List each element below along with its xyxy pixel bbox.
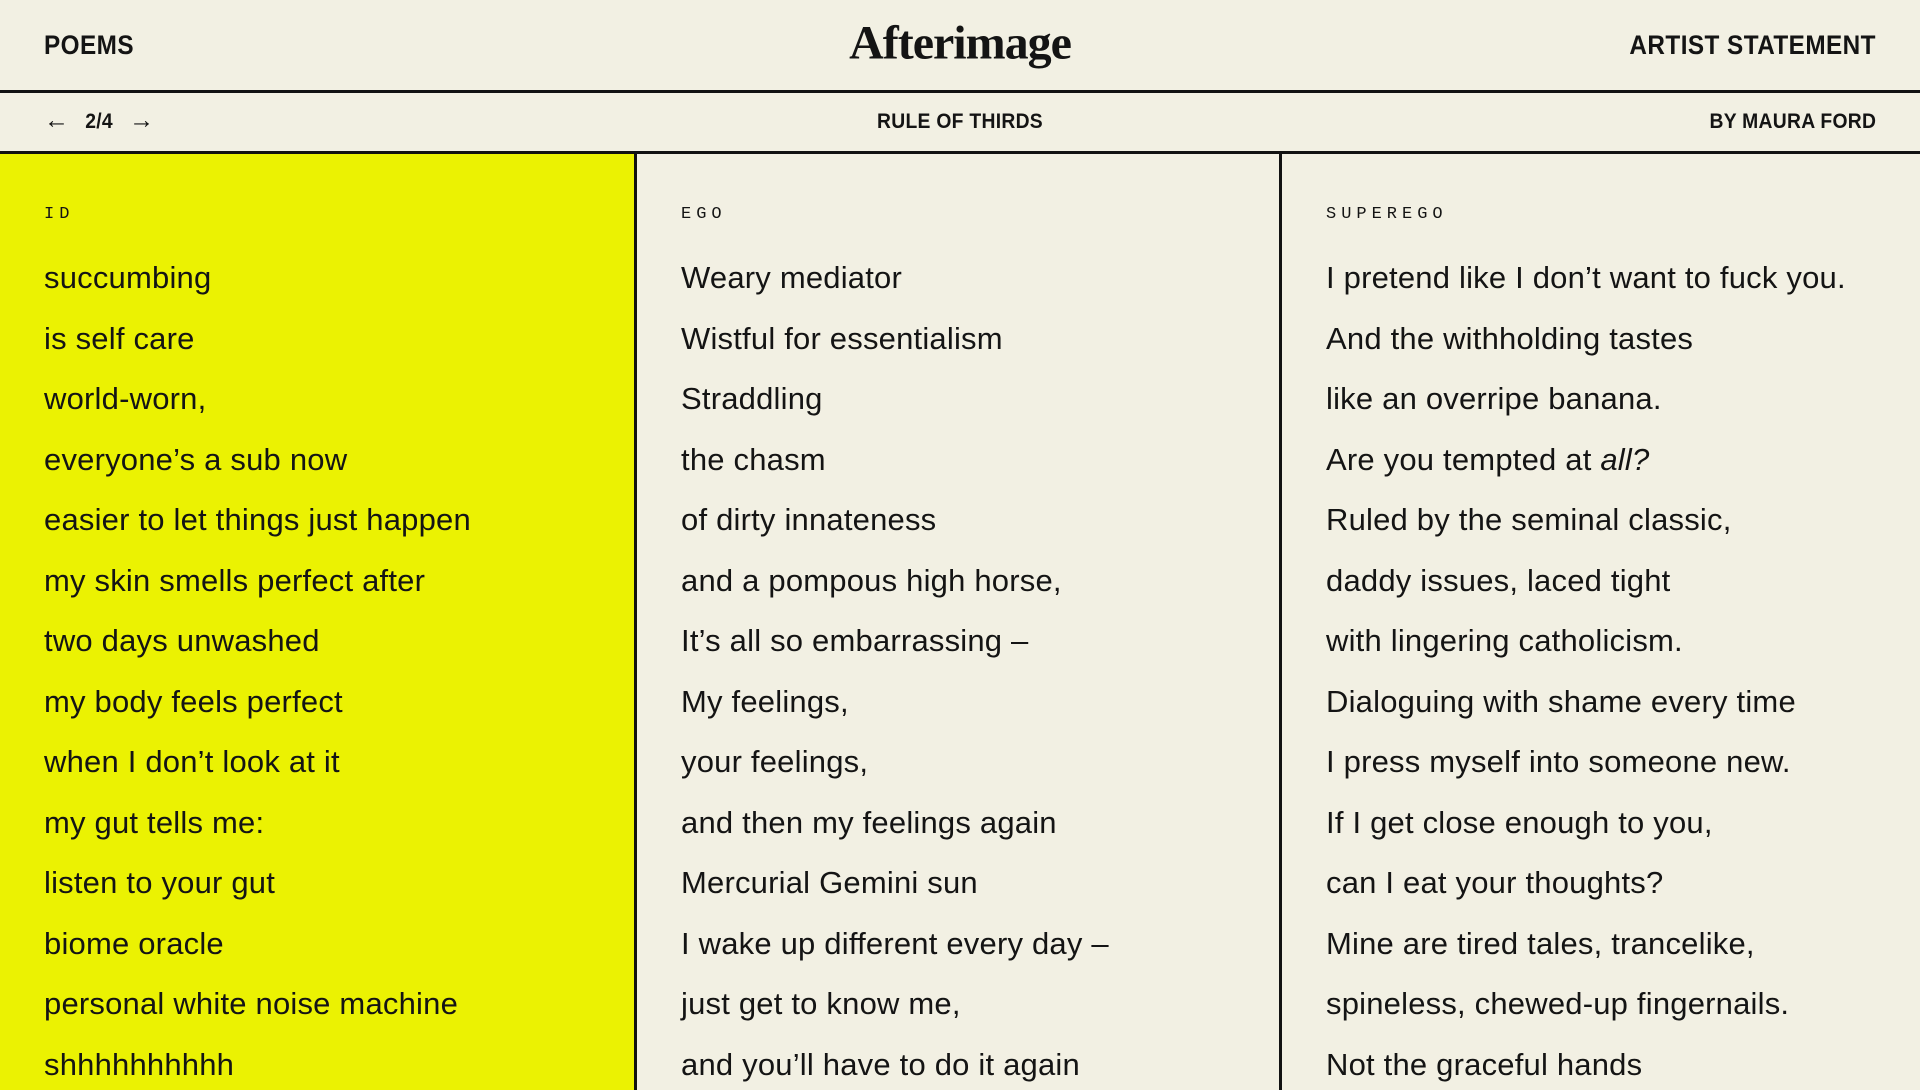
poem-line: spineless, chewed-up fingernails. [1326, 986, 1790, 1021]
poem-nav-bar [0, 93, 1920, 154]
poem-line: I press myself into someone new. [1326, 744, 1791, 779]
column-header-ego: EGO [681, 205, 727, 224]
poem-text-superego [1326, 248, 1876, 1090]
poem-line: my gut tells me: [44, 804, 265, 840]
poem-line: succumbing [44, 260, 212, 295]
poem-line: everyone’s a sub now [44, 441, 348, 477]
poem-text-id [44, 248, 590, 1090]
poem-line: my skin smells perfect after [44, 562, 426, 598]
nav-poems-link[interactable]: POEMS [44, 29, 135, 60]
pager [44, 108, 154, 136]
poem-line: my body feels perfect [44, 683, 343, 719]
poem-line: easier to let things just happen [44, 502, 471, 537]
next-page-arrow-icon[interactable]: → [129, 106, 155, 134]
poem-title: RULE OF THIRDS [877, 110, 1043, 133]
poem-line: and you’ll have to do it again [681, 1046, 1080, 1082]
poem-line: the chasm [681, 441, 826, 477]
column-id [0, 154, 637, 1090]
poem-line: can I eat your thoughts? [1326, 865, 1664, 900]
poem-line: Ruled by the seminal classic, [1326, 502, 1732, 537]
column-header-superego: SUPEREGO [1326, 205, 1448, 224]
poem-line: Straddling [681, 381, 823, 416]
poem-line: your feelings, [681, 744, 869, 779]
poem-text-ego [681, 248, 1235, 1090]
poem-line: And the withholding tastes [1326, 320, 1694, 356]
poem-line: just get to know me, [681, 986, 961, 1021]
poem-line: Are you tempted at all? [1326, 441, 1650, 477]
poem-line: Mercurial Gemini sun [681, 865, 978, 900]
poem-line: when I don’t look at it [44, 744, 340, 779]
poem-line: shhhhhhhhhh [44, 1046, 235, 1082]
poem-line: of dirty innateness [681, 502, 937, 537]
poem-line: and then my feelings again [681, 804, 1057, 840]
prev-page-arrow-icon[interactable]: ← [44, 106, 69, 134]
site-logo[interactable]: Afterimage [849, 16, 1071, 70]
poem-line: If I get close enough to you, [1326, 804, 1713, 840]
poem-line: Mine are tired tales, trancelike, [1326, 925, 1755, 961]
poem-line: and a pompous high horse, [681, 562, 1062, 598]
poem-line: with lingering catholicism. [1326, 623, 1683, 658]
poem-line: biome oracle [44, 925, 224, 961]
poem-line: Dialoguing with shame every time [1326, 683, 1796, 719]
nav-artist-statement-link[interactable]: ARTIST STATEMENT [1629, 29, 1876, 60]
top-nav-bar [0, 0, 1920, 93]
poem-line: is self care [44, 320, 195, 356]
column-header-id: ID [44, 205, 75, 224]
column-superego [1282, 154, 1920, 1090]
poem-line: listen to your gut [44, 865, 276, 900]
poem-line: world-worn, [44, 381, 207, 416]
poem-line: two days unwashed [44, 623, 320, 658]
poem-line: personal white noise machine [44, 986, 459, 1021]
poem-line: Not the graceful hands [1326, 1046, 1643, 1082]
poem-line: My feelings, [681, 683, 849, 719]
poem-byline: BY MAURA FORD [1709, 110, 1876, 133]
poem-line: Weary mediator [681, 260, 903, 295]
poem-line: daddy issues, laced tight [1326, 562, 1671, 598]
column-ego [637, 154, 1282, 1090]
poem-line: I pretend like I don’t want to fuck you. [1326, 260, 1846, 295]
poem-line: Wistful for essentialism [681, 320, 1003, 356]
poem-line: It’s all so embarrassing – [681, 623, 1029, 658]
poem-line: I wake up different every day – [681, 925, 1109, 961]
page-indicator: 2/4 [85, 110, 113, 133]
poem-columns [0, 154, 1920, 1090]
poem-line: like an overripe banana. [1326, 381, 1662, 416]
